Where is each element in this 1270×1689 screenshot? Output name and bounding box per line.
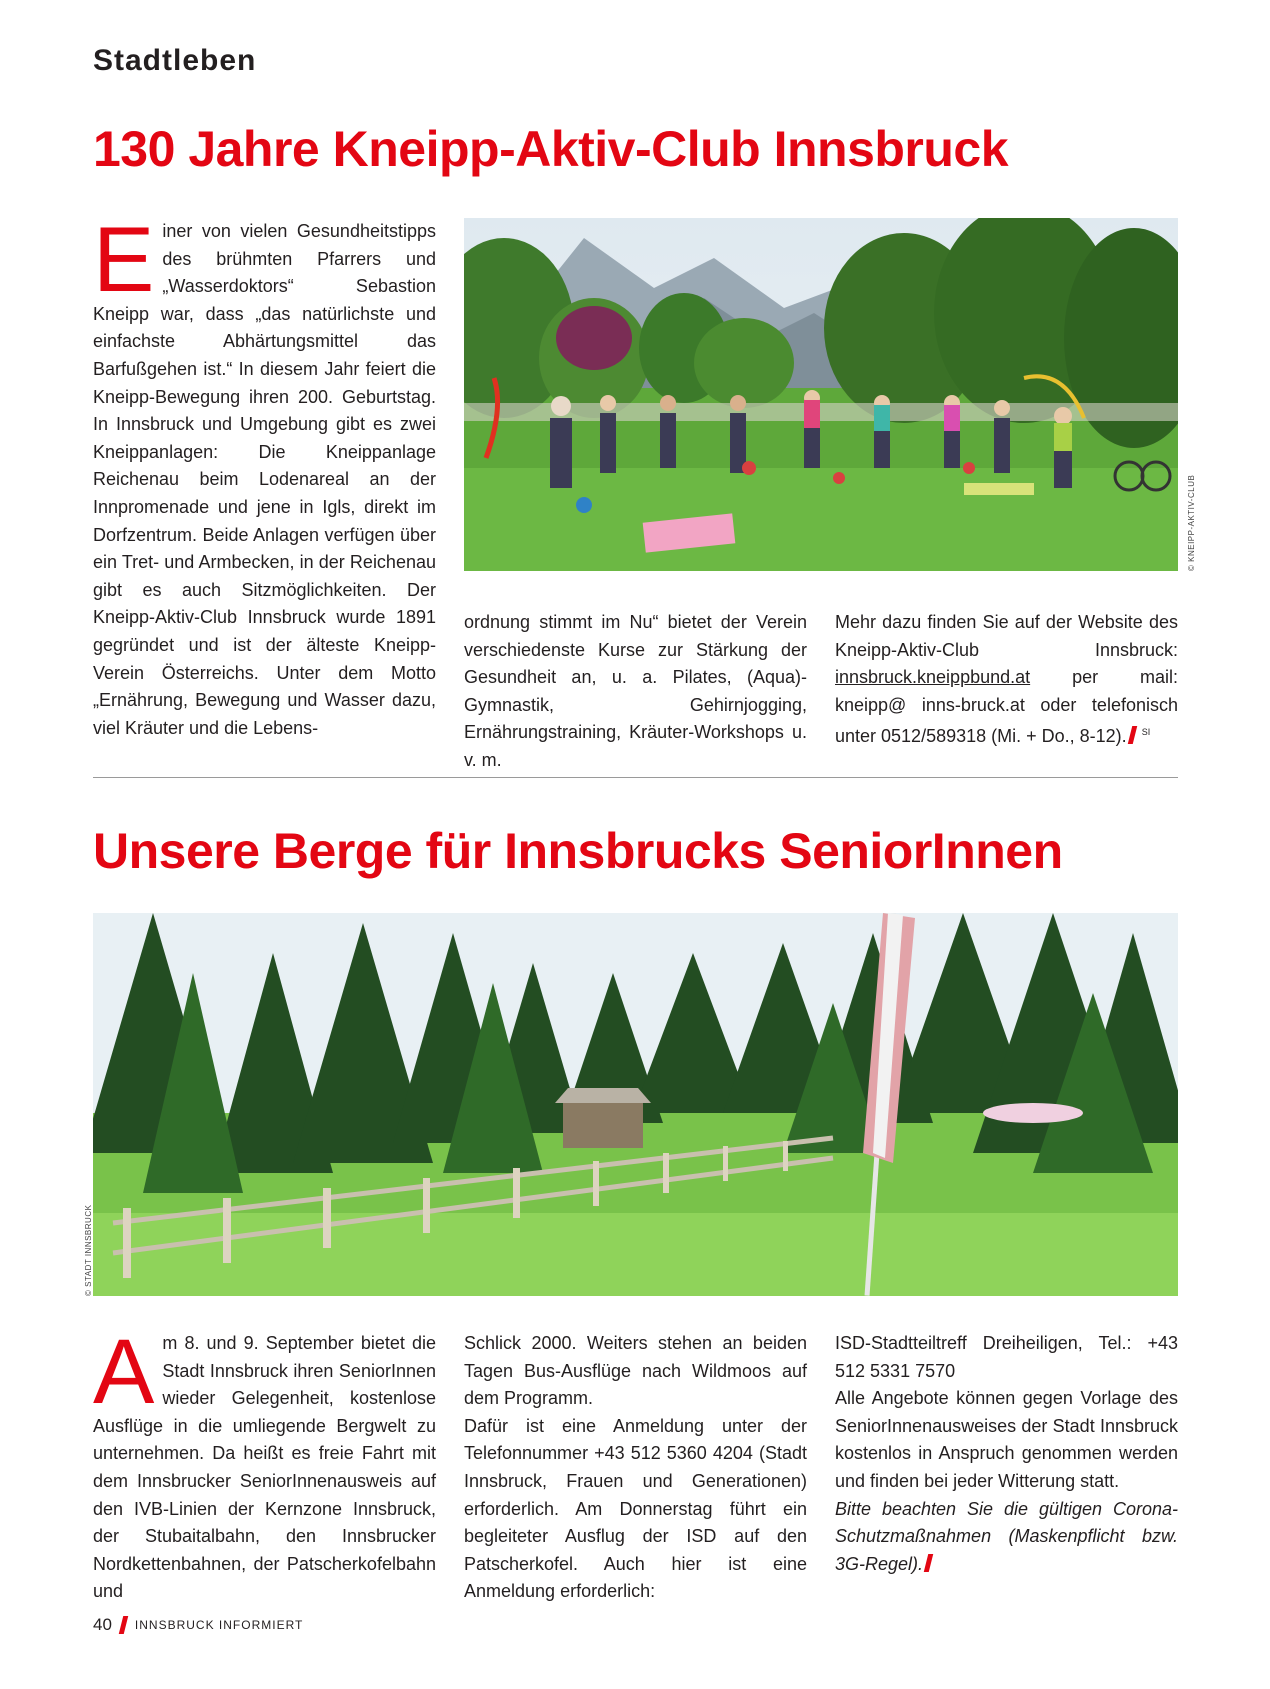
page-footer bbox=[93, 1615, 303, 1635]
article-2-col2-paragraph-2: Dafür ist eine Anmeldung unter der Telefonnummer +43 512 5360 4204 (Stadt Innsbruck, Frauen und Generationen) erforderlich. Am Donnerstag führt ein begleiteter Ausflug der ISD auf den Patscherkofel. Auch hier ist eine Anmeldung erforderlich: bbox=[464, 1415, 807, 1602]
article-1-column-3 bbox=[835, 609, 1178, 751]
alpine-meadow-photo bbox=[93, 913, 1178, 1296]
alpine-photo-illustration bbox=[93, 913, 1178, 1296]
end-mark-icon bbox=[1127, 726, 1136, 744]
article-2-dropcap: A bbox=[93, 1321, 155, 1423]
article-1-column-2 bbox=[464, 609, 807, 775]
article-1-col3-text-a: Mehr dazu finden Sie auf der Website des Kneipp-Aktiv-Club Innsbruck: bbox=[835, 612, 1178, 660]
article-2-col2-paragraph-1: Schlick 2000. Weiters stehen an beiden Tagen Bus-Ausflüge nach Wildmoos auf dem Programm. bbox=[464, 1333, 807, 1409]
page-number: 40 bbox=[93, 1615, 112, 1634]
article-2-col3-paragraph-2: Alle Angebote können gegen Vorlage des SeniorInnenausweises der Stadt Innsbruck kostenlos in Anspruch genommen werden und finden bei jeder Witterung statt. bbox=[835, 1388, 1178, 1491]
kneipp-group-photo bbox=[464, 218, 1178, 571]
end-mark-icon bbox=[924, 1554, 933, 1572]
kneipp-photo-illustration bbox=[464, 218, 1178, 571]
article-1-column-1 bbox=[93, 209, 436, 742]
article-1-col2-text: ordnung stimmt im Nu“ bietet der Verein verschiedenste Kurse zur Stärkung der Gesundheit an, u. a. Pilates, (Aqua)-Gymnastik, Gehirnjogging, Ernährungstraining, Kräuter-Workshops u. v. m. bbox=[464, 612, 807, 770]
article-1-dropcap: E bbox=[93, 209, 155, 311]
kneipp-photo-credit: © KNEIPP-AKTIV-CLUB bbox=[1187, 474, 1196, 571]
article-2-col3-paragraph-3: Bitte beachten Sie die gültigen Corona-Schutzmaßnahmen (Maskenpflicht bzw. 3G-Regel). bbox=[835, 1498, 1178, 1574]
article-2-col1-text: m 8. und 9. September bietet die Stadt Innsbruck ihren SeniorInnen wieder Gelegenheit, kostenlose Ausflüge in die umliegende Bergwelt zu unternehmen. Da heißt es freie Fahrt mit dem Innsbrucker SeniorInnenausweis auf den IVB-Linien der Kernzone Innsbruck, der Stubaitalbahn, den Innsbrucker Nordkettenbahnen, der Patscherkofelbahn und bbox=[93, 1333, 436, 1602]
article-2-column-3 bbox=[835, 1330, 1178, 1578]
section-divider bbox=[93, 777, 1178, 778]
article-2-column-2 bbox=[464, 1330, 807, 1606]
article-2-col3-paragraph-1: ISD-Stadtteiltreff Dreiheiligen, Tel.: +43 512 5331 7570 bbox=[835, 1333, 1178, 1381]
article-2-title: Unsere Berge für Innsbrucks SeniorInnen bbox=[93, 823, 1063, 879]
alpine-photo-credit: © STADT INNSBRUCK bbox=[84, 1204, 93, 1296]
section-label: Stadtleben bbox=[93, 44, 257, 77]
article-1-col3-text-b: per mail: kneipp@ inns-bruck.at oder telefonisch unter 0512/589318 (Mi. + Do., 8-12). bbox=[835, 667, 1178, 747]
article-2-column-1 bbox=[93, 1321, 436, 1606]
article-1-title: 130 Jahre Kneipp-Aktiv-Club Innsbruck bbox=[93, 121, 1009, 177]
footer-slash-icon bbox=[119, 1616, 128, 1634]
kneippbund-website-link[interactable]: innsbruck.kneippbund.at bbox=[835, 667, 1031, 688]
publication-name: INNSBRUCK INFORMIERT bbox=[134, 1618, 304, 1632]
article-1-signature: SI bbox=[1141, 727, 1151, 738]
article-1-col1-text: iner von vielen Gesundheitstipps des brühmten Pfarrers und „Wasserdoktors“ Sebastion Kneipp war, dass „das natürlichste und einfachste Abhärtungsmittel das Barfußgehen ist.“ In diesem Jahr feiert die Kneipp-Bewegung ihren 200. Geburtstag. In Innsbruck und Umgebung gibt es zwei Kneippanlagen: Die Kneippanlage Reichenau beim Lodenareal an der Innpromenade und jene in Igls, direkt im Dorfzentrum. Beide Anlagen verfügen über ein Tret- und Armbecken, in der Reichenau gibt es auch Sitzmöglichkeiten. Der Kneipp-Aktiv-Club Innsbruck wurde 1891 gegründet und ist der älteste Kneipp-Verein Österreichs. Unter dem Motto „Ernährung, Bewegung und Wasser dazu, viel Kräuter und die Lebens- bbox=[93, 221, 436, 738]
